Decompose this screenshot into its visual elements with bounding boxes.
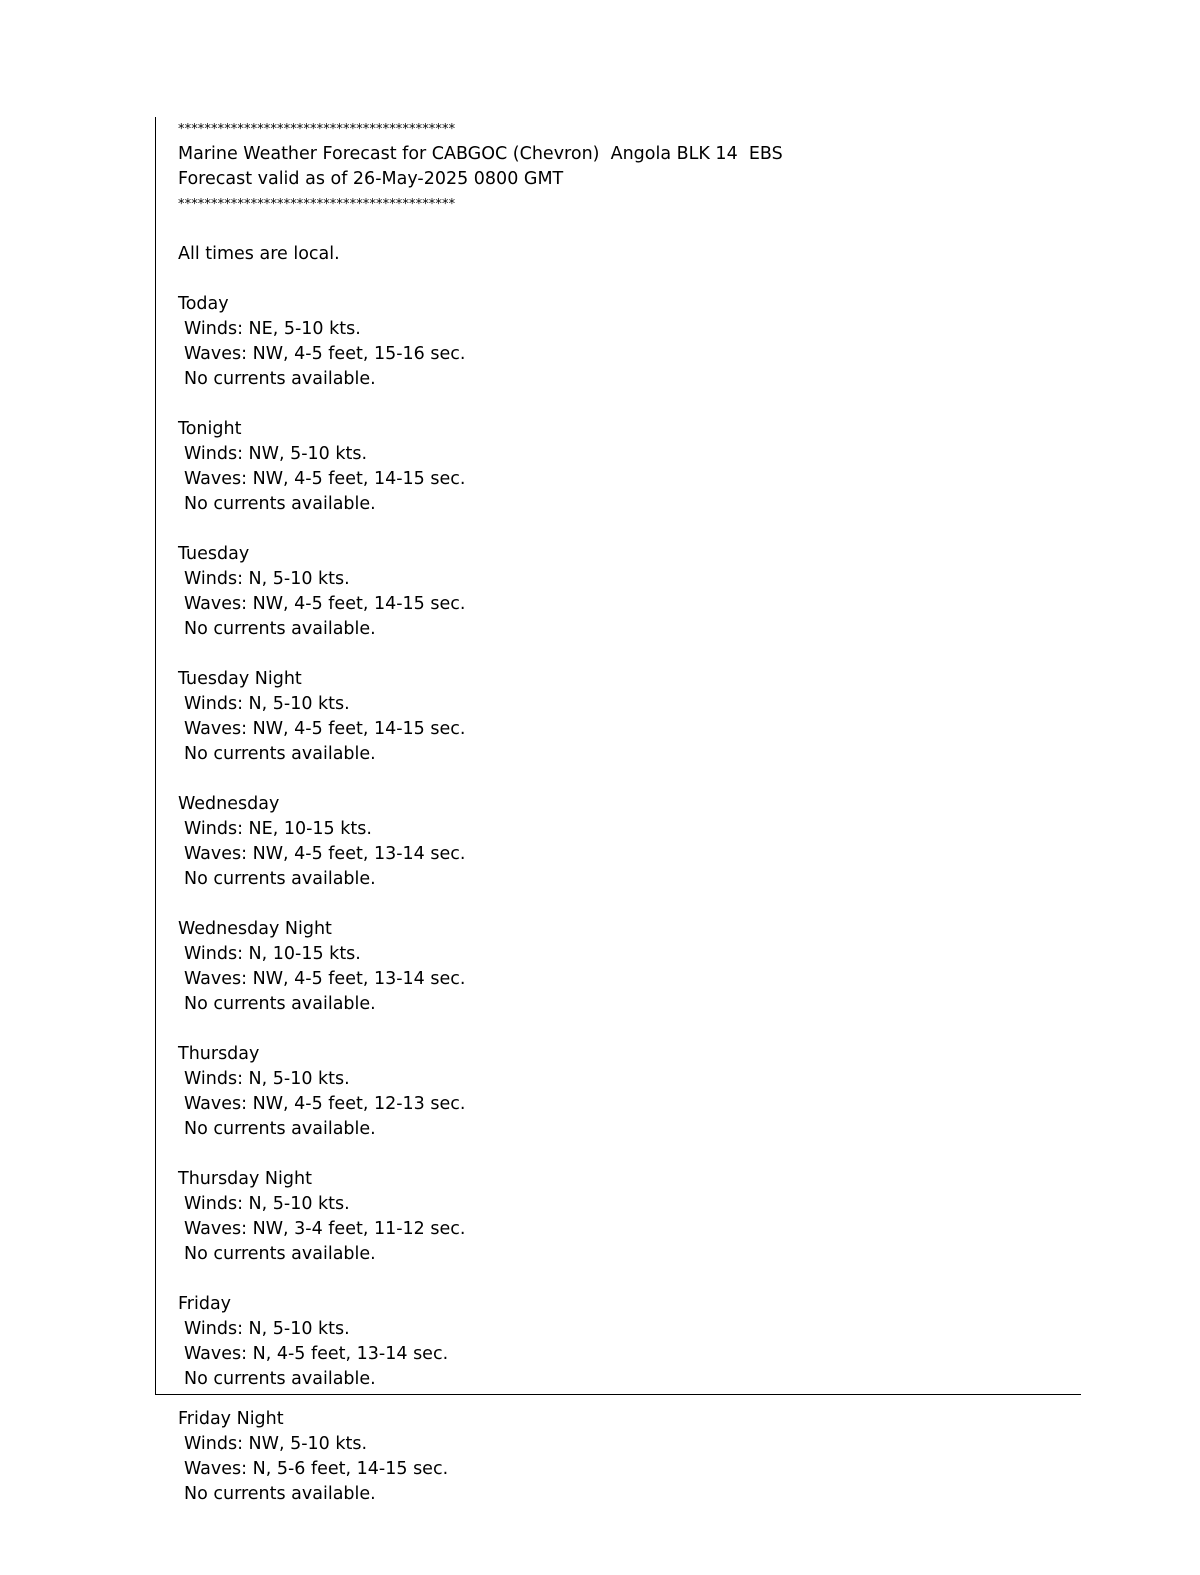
period-waves: Waves: NW, 4-5 feet, 15-16 sec. xyxy=(184,344,466,364)
period-waves: Waves: NW, 4-5 feet, 13-14 sec. xyxy=(184,844,466,864)
forecast-title: Marine Weather Forecast for CABGOC (Chevron) Angola BLK 14 EBS xyxy=(178,144,783,164)
period-winds: Winds: NE, 5-10 kts. xyxy=(184,319,361,339)
forecast-period xyxy=(178,792,1078,892)
period-name: Thursday xyxy=(178,1044,260,1064)
forecast-valid-time: Forecast valid as of 26-May-2025 0800 GMT xyxy=(178,169,564,189)
period-winds: Winds: NE, 10-15 kts. xyxy=(184,819,372,839)
period-waves: Waves: NW, 3-4 feet, 11-12 sec. xyxy=(184,1219,466,1239)
forecast-period xyxy=(178,1042,1078,1142)
forecast-period xyxy=(178,417,1078,517)
period-name: Wednesday Night xyxy=(178,919,332,939)
period-winds: Winds: N, 5-10 kts. xyxy=(184,1319,350,1339)
period-currents: No currents available. xyxy=(184,1244,376,1264)
period-name: Tuesday Night xyxy=(178,669,302,689)
period-currents: No currents available. xyxy=(184,744,376,764)
period-winds: Winds: N, 5-10 kts. xyxy=(184,569,350,589)
period-name: Friday Night xyxy=(178,1409,284,1429)
period-waves: Waves: NW, 4-5 feet, 14-15 sec. xyxy=(184,719,466,739)
period-currents: No currents available. xyxy=(184,619,376,639)
frame-left-rule xyxy=(155,117,156,1395)
period-winds: Winds: NW, 5-10 kts. xyxy=(184,1434,368,1454)
period-name: Today xyxy=(178,294,229,314)
forecast-period xyxy=(178,1292,1078,1392)
period-name: Friday xyxy=(178,1294,232,1314)
period-currents: No currents available. xyxy=(184,494,376,514)
forecast-period xyxy=(178,1167,1078,1267)
period-currents: No currents available. xyxy=(184,369,376,389)
period-winds: Winds: N, 5-10 kts. xyxy=(184,1194,350,1214)
times-note: All times are local. xyxy=(178,244,340,264)
period-waves: Waves: NW, 4-5 feet, 14-15 sec. xyxy=(184,469,466,489)
header-stars-bottom: ****************************************** xyxy=(178,197,456,212)
period-currents: No currents available. xyxy=(184,1119,376,1139)
period-waves: Waves: NW, 4-5 feet, 12-13 sec. xyxy=(184,1094,466,1114)
forecast-period xyxy=(178,1407,1078,1507)
period-waves: Waves: NW, 4-5 feet, 14-15 sec. xyxy=(184,594,466,614)
period-name: Thursday Night xyxy=(178,1169,312,1189)
period-winds: Winds: N, 10-15 kts. xyxy=(184,944,361,964)
period-name: Tuesday xyxy=(178,544,250,564)
header-stars-top: ****************************************** xyxy=(178,122,456,137)
period-winds: Winds: N, 5-10 kts. xyxy=(184,694,350,714)
period-currents: No currents available. xyxy=(184,1369,376,1389)
period-waves: Waves: N, 4-5 feet, 13-14 sec. xyxy=(184,1344,449,1364)
period-waves: Waves: NW, 4-5 feet, 13-14 sec. xyxy=(184,969,466,989)
period-waves: Waves: N, 5-6 feet, 14-15 sec. xyxy=(184,1459,449,1479)
forecast-period xyxy=(178,917,1078,1017)
forecast-period xyxy=(178,667,1078,767)
period-currents: No currents available. xyxy=(184,869,376,889)
forecast-period xyxy=(178,542,1078,642)
period-name: Wednesday xyxy=(178,794,280,814)
period-currents: No currents available. xyxy=(184,994,376,1014)
period-currents: No currents available. xyxy=(184,1484,376,1504)
forecast-document xyxy=(178,117,1078,1507)
period-winds: Winds: N, 5-10 kts. xyxy=(184,1069,350,1089)
forecast-period xyxy=(178,292,1078,392)
period-winds: Winds: NW, 5-10 kts. xyxy=(184,444,368,464)
period-name: Tonight xyxy=(178,419,242,439)
